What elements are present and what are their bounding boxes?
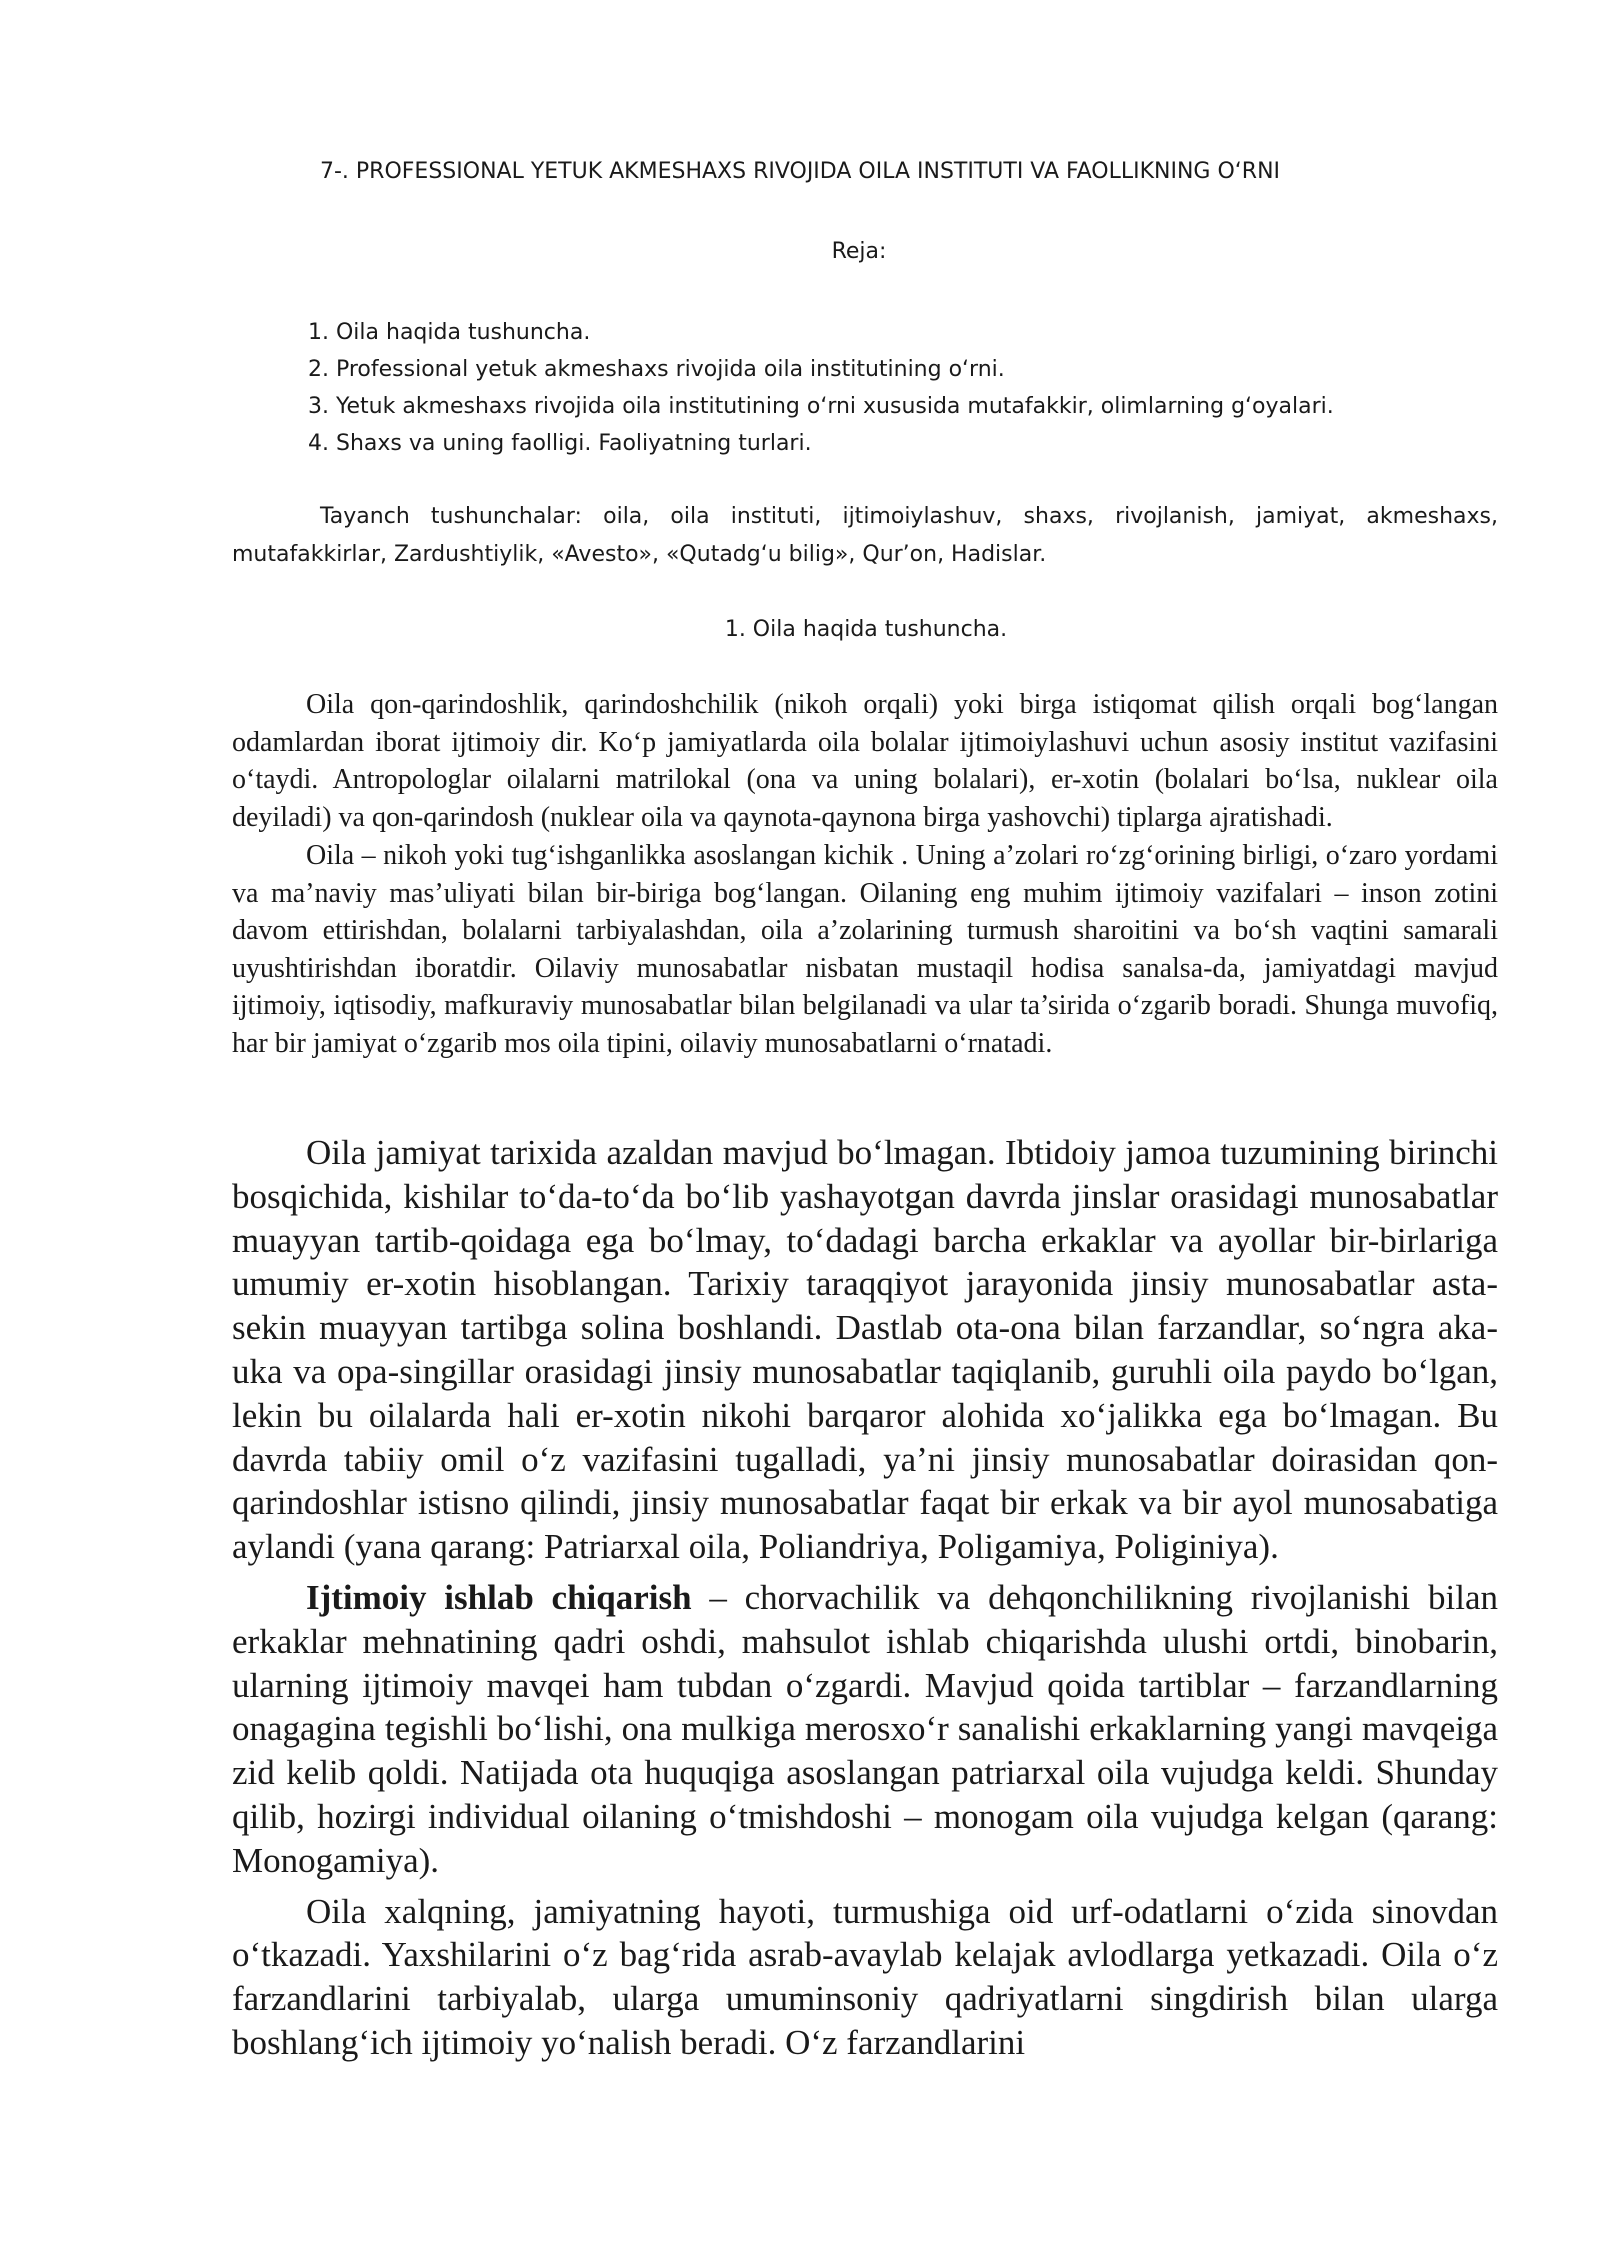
paragraph-definition: Oila qon-qarindoshlik, qarindoshchilik (nikoh orqali) yoki birga istiqomat qilish orqali bog‘langan odamlardan iborat ijtimoiy dir. Ko‘p jamiyatlarda oila bolalar ijtimoiylashuvi uchun asosiy institut vazifasini o‘taydi. Antropologlar oilalarni matrilokal (ona va uning bolalari), er-xotin (bolalari bo‘lsa, nuklear oila deyiladi) va qon-qarindosh (nuklear oila va qaynota-qaynona birga yashovchi) tiplarga ajratishadi. [232, 689, 1498, 833]
bold-term: Ijtimoiy ishlab chiqarish [306, 1577, 692, 1617]
paragraph-traditions: Oila xalqning, jamiyatning hayoti, turmushiga oid urf-odatlarni o‘zida sinovdan o‘tkazadi. Yaxshilarini o‘z bag‘rida asrab-avaylab kelajak avlodlarga yetkazadi. Oila o‘z farzandlarini tarbiyalab, ularga umuminsoniy qadriyatlarni singdirish bilan ularga boshlang‘ich ijtimoiy yo‘nalish beradi. O‘z farzandlarini [232, 1891, 1498, 2062]
plan-item: 2. Professional yetuk akmeshaxs rivojida oila institutining o‘rni. [308, 357, 1005, 382]
plan-item: 4. Shaxs va uning faolligi. Faoliyatning turlari. [308, 431, 812, 456]
body-text-small [232, 686, 1498, 1062]
paragraph-production-text: – chorvachilik va dehqonchilikning rivojlanishi bilan erkaklar mehnatining qadri oshdi, mahsulot ishlab chiqarishda ulushi ortdi, binobarin, ularning ijtimoiy mavqei ham tubdan o‘zgardi. Mavjud qoida tartiblar – farzandlarning onagagina tegishli bo‘lishi, ona mulkiga merosxo‘r sanalishi erkaklarning yangi mavqeiga zid kelib qoldi. Natijada ota huquqiga asoslangan patriarxal oila vujudga keldi. Shunday qilib, hozirgi individual oilaning o‘tmishdoshi – monogam oila vujudga kelgan (qarang: Monogamiya). [232, 1577, 1498, 1880]
document-title: 7-. PROFESSIONAL YETUK AKMESHAXS RIVOJIDA OILA INSTITUTI VA FAOLLIKNING O‘RNI [319, 159, 1281, 184]
plan-item: 3. Yetuk akmeshaxs rivojida oila institutining o‘rni xususida mutafakkir, olimlarning g‘oyalari. [308, 394, 1334, 419]
section-heading: 1. Oila haqida tushuncha. [724, 617, 1008, 642]
paragraph-history: Oila jamiyat tarixida azaldan mavjud bo‘lmagan. Ibtidoiy jamoa tuzumining birinchi bosqichida, kishilar to‘da-to‘da bo‘lib yashayotgan davrda jinslar orasidagi munosabatlar muayyan tartib-qoidaga ega bo‘lmay, to‘dadagi barcha erkaklar va ayollar bir-birlariga umumiy er-xotin hisoblangan. Tarixiy taraqqiyot jarayonida jinsiy munosabatlar asta-sekin muayyan tartibga solina boshlandi. Dastlab ota-ona bilan farzandlar, so‘ngra aka-uka va opa-singillar orasidagi jinsiy munosabatlar taqiqlanib, guruhli oila paydo bo‘lgan, lekin bu oilalarda hali er-xotin nikohi barqaror alohida xo‘jalikka ega bo‘lmagan. Bu davrda tabiiy omil o‘z vazifasini tugalladi, ya’ni jinsiy munosabatlar doirasidan qon-qarindoshlar istisno qilindi, jinsiy munosabatlar faqat bir erkak va bir ayol munosabatiga aylandi (yana qarang: Patriarxal oila, Poliandriya, Poligamiya, Poliginiya). [232, 1133, 1498, 1567]
keywords-paragraph: Tayanch tushunchalar: oila, oila instituti, ijtimoiylashuv, shaxs, rivojlanish, jamiyat, akmeshaxs, mutafakkirlar, Zardushtiylik, «Avesto», «Qutadg‘u bilig», Qur’on, Hadislar. [232, 504, 1498, 567]
plan-heading: Reja: [831, 239, 887, 264]
plan-item: 1. Oila haqida tushuncha. [308, 320, 591, 345]
paragraph-production [232, 1576, 1498, 1883]
paragraph-family-functions: Oila – nikoh yoki tug‘ishganlikka asoslangan kichik . Uning a’zolari ro‘zg‘orining birligi, o‘zaro yordami va ma’naviy mas’uliyati bilan bir-biriga bog‘langan. Oilaning eng muhim ijtimoiy vazifalari – inson zotini davom ettirishdan, bolalarni tarbiyalashdan, oila a’zolarining turmush sharoitini va bo‘sh vaqtini samarali uyushtirishdan iboratdir. Oilaviy munosabatlar nisbatan mustaqil hodisa sanalsa-da, jamiyatdagi mavjud ijtimoiy, iqtisodiy, mafkuraviy munosabatlar bilan belgilanadi va ular ta’sirida o‘zgarib boradi. Shunga muvofiq, har bir jamiyat o‘zgarib mos oila tipini, oilaviy munosabatlarni o‘rnatadi. [232, 840, 1498, 1059]
body-text-large [232, 1131, 1498, 2065]
plan-list [308, 314, 1508, 462]
